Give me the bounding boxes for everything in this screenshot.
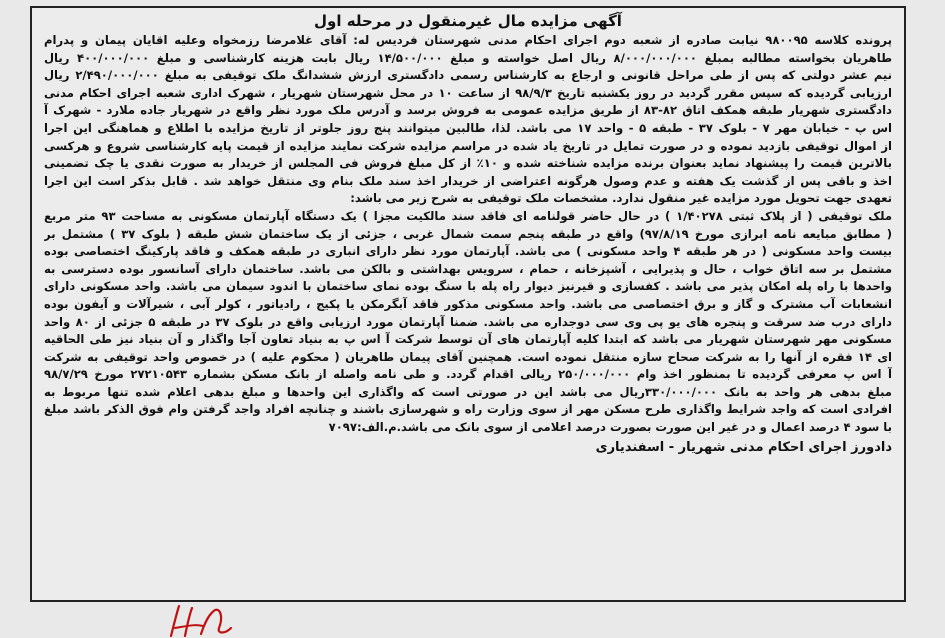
notice-line: اخذ و باقی پس از گذشت یک هفته و عدم وصول هرگونه اعتراضی از خریدار اخذ سند ملک بنام وی منتقل خواهد شد . قابل بذکر است این اجرا bbox=[44, 173, 892, 188]
signature-line: دادورز اجرای احکام مدنی شهریار - اسفندیاری bbox=[595, 439, 892, 455]
notice-line: مشتمل بر سه اتاق خواب ، حال و پذیرایی ، آشپزخانه ، حمام ، سرویس بهداشتی و بالکن می باشد. ساختمان دارای آسانسور بوده دسترسی به bbox=[44, 261, 892, 276]
handwritten-signature-icon bbox=[165, 604, 255, 638]
notice-line: با سود ۴ درصد اعمال و در غیر این صورت بصورت درصد اعلامی از سوی بانک می باشد.م.الف:۷۰۹۷ bbox=[328, 420, 892, 435]
notice-line: مسکونی مهر شهرستان شهریار می باشد که ابتدا کلیه آپارتمان های آن توسط شرکت آ اس پ به بنیاد تعاون آجا واگذار و آن بنیاد نیز طی الحاقیه bbox=[44, 332, 892, 347]
notice-line: ( مطابق مبایعه نامه ابرازی مورخ ۹۷/۸/۱۹) واقع در طبقه پنجم سمت شمال غربی ، جزئی از یک ساختمان شش طبقه ( بلوک ۳۷ ) مشتمل بر bbox=[44, 226, 892, 241]
notice-line: پرونده کلاسه ۹۸۰۰۹۵ نیابت صادره از شعبه دوم اجرای احکام مدنی شهرستان فردیس له: آقای غلامرضا رزمخواه وعلیه اقایان پیمان و پدرام bbox=[44, 33, 892, 47]
notice-line: بیست واحد مسکونی ( در هر طبقه ۴ واحد مسکونی ) می باشد. آپارتمان مورد نظر دارای انباری در طبقه همکف و فاقد پارکینگ اختصاصی بوده bbox=[44, 244, 892, 259]
notice-line: ای ۱۴ فقره از آنها را به شرکت صحاح سازه منتقل نموده است. همچنین آقای پیمان طاهریان ( محکوم علیه ) در خصوص واحد توقیفی به شرکت bbox=[44, 349, 892, 364]
notice-line: دارای درب ضد سرقت و پنجره های یو پی وی سی دوجداره می باشد. ضمنا آپارتمان مورد ارزیابی واقع در بلوک ۳۷ در طبقه ۵ جزئی از ۸۰ واحد bbox=[44, 314, 892, 329]
notice-body bbox=[44, 32, 892, 437]
notice-line: افرادی است که واجد شرایط واگذاری طرح مسکن مهر از سوی وزارت راه و شهرسازی باشند و چنانچه افراد واجد گرفتن وام فوق الذکر باشد مبلغ bbox=[44, 402, 892, 417]
notice-line: مبلغ بدهی هر واحد به بانک ۳۳۰/۰۰۰/۰۰۰ریال می باشد این در صورتی است که واگذاری این واحدها و مبلغ بدهی اعلام شده تنها مربوط به bbox=[44, 384, 892, 399]
notice-line: طاهریان بخواسته مطالبه بمبلغ ۸/۰۰۰/۰۰۰/۰۰۰ ریال اصل خواسته و مبلغ ۱۴/۵۰۰/۰۰۰ ریال بابت هزینه کارشناسی و مبلغ ۴۰۰/۰۰۰/۰۰۰ ریال bbox=[44, 50, 892, 65]
notice-line: از اموال توقیفی بازدید نموده و در صورت تمایل در تاریخ یاد شده در مراسم مزایده شرکت نمایند مزایده از قیمت پایه کارشناسی شروع و هرکسی bbox=[44, 138, 892, 153]
notice-line: ملک توقیفی ( از پلاک ثبتی ۱/۴۰۲۷۸ ) در حال حاضر قولنامه ای فاقد سند مالکیت مجزا ) یک دستگاه آپارتمان مسکونی به مساحت ۹۳ متر مربع bbox=[44, 208, 892, 223]
notice-line: انشعابات آب مشترک و گاز و برق اختصاصی می باشد. واحد مسکونی مذکور فاقد آبگرمکن یا پکیج ، رادیاتور ، کولر آبی ، شیرآلات و آیفون بوده bbox=[44, 296, 892, 311]
notice-box bbox=[30, 6, 906, 602]
notice-line: نیم عشر دولتی که پس از طی مراحل قانونی و ارجاع به کارشناس رسمی دادگستری ارزش ششدانگ ملک توقیفی به مبلغ ۲/۴۹۰/۰۰۰/۰۰۰ ریال bbox=[44, 68, 892, 83]
notice-title: آگهی مزایده مال غیرمنقول در مرحله اول bbox=[314, 12, 622, 30]
notice-line: تعهدی جهت تحویل مورد مزایده غیر منقول ندارد. مشخصات ملک توقیفی به شرح زیر می باشد: bbox=[350, 191, 892, 206]
notice-line: آ اس پ معرفی گردیده تا بمنظور اخذ وام ۲۵۰/۰۰۰/۰۰۰ ریالی اقدام گردد. و طی نامه واصله از بانک مسکن بشماره ۲۷۲۱۰۵۴۳ مورخ ۹۸/۷/۲۹ bbox=[44, 367, 892, 382]
notice-line: ارزیابی گردیده که سپس مقرر گردید در روز یکشنبه تاریخ ۹۸/۹/۳ از ساعت ۱۰ در محل شهرستان شهریار ، شهرک اداری شعبه اجرای احکام مدنی bbox=[44, 85, 892, 100]
notice-line: دادگستری شهریار طبقه همکف اتاق ۸۲-۸۳ از طریق مزایده عمومی به فروش برسد و آدرس ملک مورد نظر واقع در شهریار جاده ملارد - شهرک آ bbox=[44, 103, 892, 118]
notice-line: واحدها با راه پله امکان پذیر می باشد . کفسازی و قیرنیز دیوار راه پله با سنگ بوده نمای ساختمان با اندود سیمان می باشد. واحد مسکونی دارای bbox=[44, 279, 892, 294]
notice-line: اس پ - خیابان مهر ۷ - بلوک ۳۷ - طبقه ۵ - واحد ۱۷ می باشد. لذا، طالبین میتوانند پنج روز جلوتر از تاریخ مزایده با اطلاع و هماهنگی این اجرا bbox=[44, 120, 892, 135]
notice-line: بالاترین قیمت را پیشنهاد نماید بعنوان برنده مزایده شناخته شده و ۱۰٪ از کل مبلغ فروش فی المجلس از خریدار به صورت نقدی یا چک تضمینی bbox=[44, 156, 892, 171]
